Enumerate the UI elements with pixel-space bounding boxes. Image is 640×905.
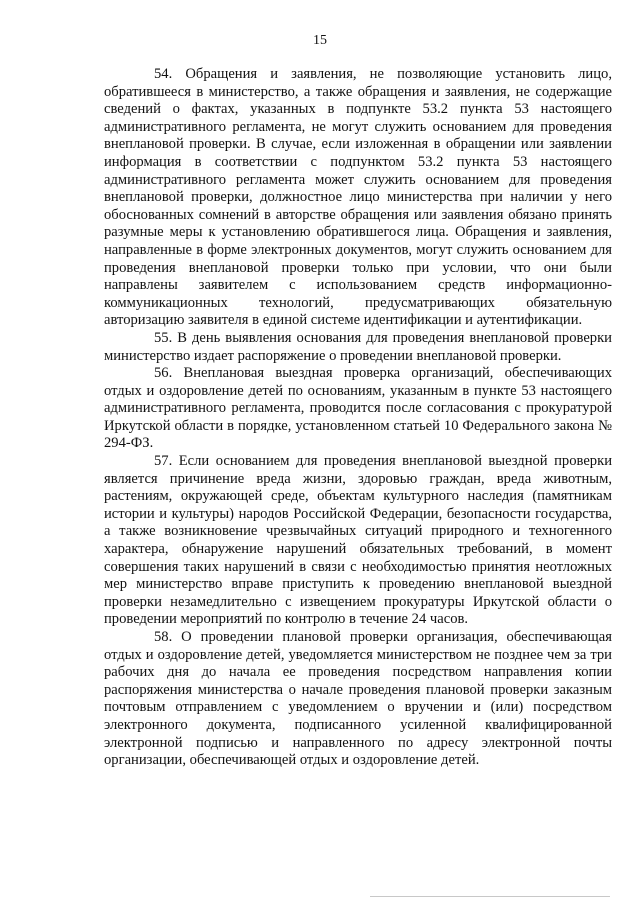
paragraph-58: 58. О проведении плановой проверки организация, обеспечивающая отдых и оздоровление детей, уведомляется министерством не позднее чем за три рабочих дня до начала ее проведения посредством направления копии распоряжения министерства о начале проведения плановой проверки заказным почтовым отправлением с уведомлением о вручении и (или) посредством электронного документа, подписанного усиленной квалифицированной электронной подписью и направленного по адресу электронной почты организации, обеспечивающей отдых и оздоровление детей.	[104, 629, 612, 769]
paragraph-57: 57. Если основанием для проведения внеплановой выездной проверки является причинение вреда жизни, здоровью граждан, вреда животным, растениям, окружающей среде, объектам культурного наследия (памятникам истории и культуры) народов Российской Федерации, безопасности государства, а также возникновение чрезвычайных ситуаций природного и техногенного характера, обнаружение нарушений обязательных требований, в момент совершения таких нарушений в связи с необходимостью принятия неотложных мер министерство вправе приступить к проведению внеплановой выездной проверки незамедлительно с извещением прокуратуры Иркутской области о проведении мероприятий по контролю в течение 24 часов.	[104, 453, 612, 628]
paragraph-54: 54. Обращения и заявления, не позволяющие установить лицо, обратившееся в министерство, а также обращения и заявления, не содержащие сведений о фактах, указанных в подпункте 53.2 пункта 53 настоящего административного регламента, не могут служить основанием для проведения внеплановой проверки. В случае, если изложенная в обращении или заявлении информация в соответствии с подпунктом 53.2 пункта 53 настоящего административного регламента может служить основанием для проведения внеплановой проверки, должностное лицо министерства при наличии у него обоснованных сомнений в авторстве обращения или заявления обязано принять разумные меры к установлению обратившегося лица. Обращения и заявления, направленные в форме электронных документов, могут служить основанием для проведения внеплановой проверки только при условии, что они были направлены заявителем с использованием средств информационно-коммуникационных технологий, предусматривающих обязательную авторизацию заявителя в единой системе идентификации и аутентификации.	[104, 66, 612, 329]
paragraph-55: 55. В день выявления основания для проведения внеплановой проверки министерство издает распоряжение о проведении внеплановой проверки.	[104, 329, 612, 364]
paragraph-56: 56. Внеплановая выездная проверка организаций, обеспечивающих отдых и оздоровление детей по основаниям, указанным в пункте 53 настоящего административного регламента, проводится после согласования с прокуратурой Иркутской области в порядке, установленном статьей 10 Федерального закона № 294-ФЗ.	[104, 365, 612, 452]
page-number: 15	[313, 33, 327, 48]
document-body	[104, 66, 612, 770]
scan-edge-line	[370, 896, 610, 897]
